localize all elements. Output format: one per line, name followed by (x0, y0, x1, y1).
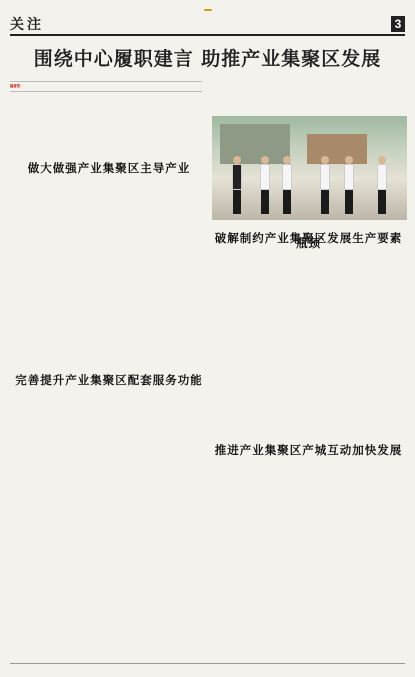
section-title: 关注 (10, 17, 44, 33)
newspaper-logo (204, 9, 212, 11)
section-header (10, 14, 405, 36)
article-title: 推进产业集聚区产城互动加快发展 (214, 443, 403, 457)
page-number: 3 (391, 16, 405, 32)
masthead-info (10, 6, 405, 14)
article-block (210, 231, 407, 250)
article-title: 做大做强产业集聚区主导产业 (27, 161, 191, 175)
main-headline: 围绕中心履职建言 助推产业集聚区发展 (33, 48, 382, 70)
page-footer (10, 663, 405, 671)
article-title: 破解制约产业集聚区发展生产要素瓶颈 (214, 231, 403, 250)
photo-person (260, 156, 270, 214)
photo-person (377, 156, 387, 214)
article-block (10, 161, 208, 175)
photo-person (320, 156, 330, 214)
article-block (210, 443, 407, 457)
article-title: 完善提升产业集聚区配套服务功能 (15, 373, 203, 387)
editor-note (10, 81, 202, 92)
photo-building (220, 124, 290, 164)
photo-truck (307, 134, 367, 164)
editor-note-label: 编者按： (10, 84, 24, 88)
photo-person (344, 156, 354, 214)
article-block (10, 373, 208, 387)
photo-person (232, 156, 242, 214)
news-photo (212, 116, 407, 220)
photo-person (282, 156, 292, 214)
